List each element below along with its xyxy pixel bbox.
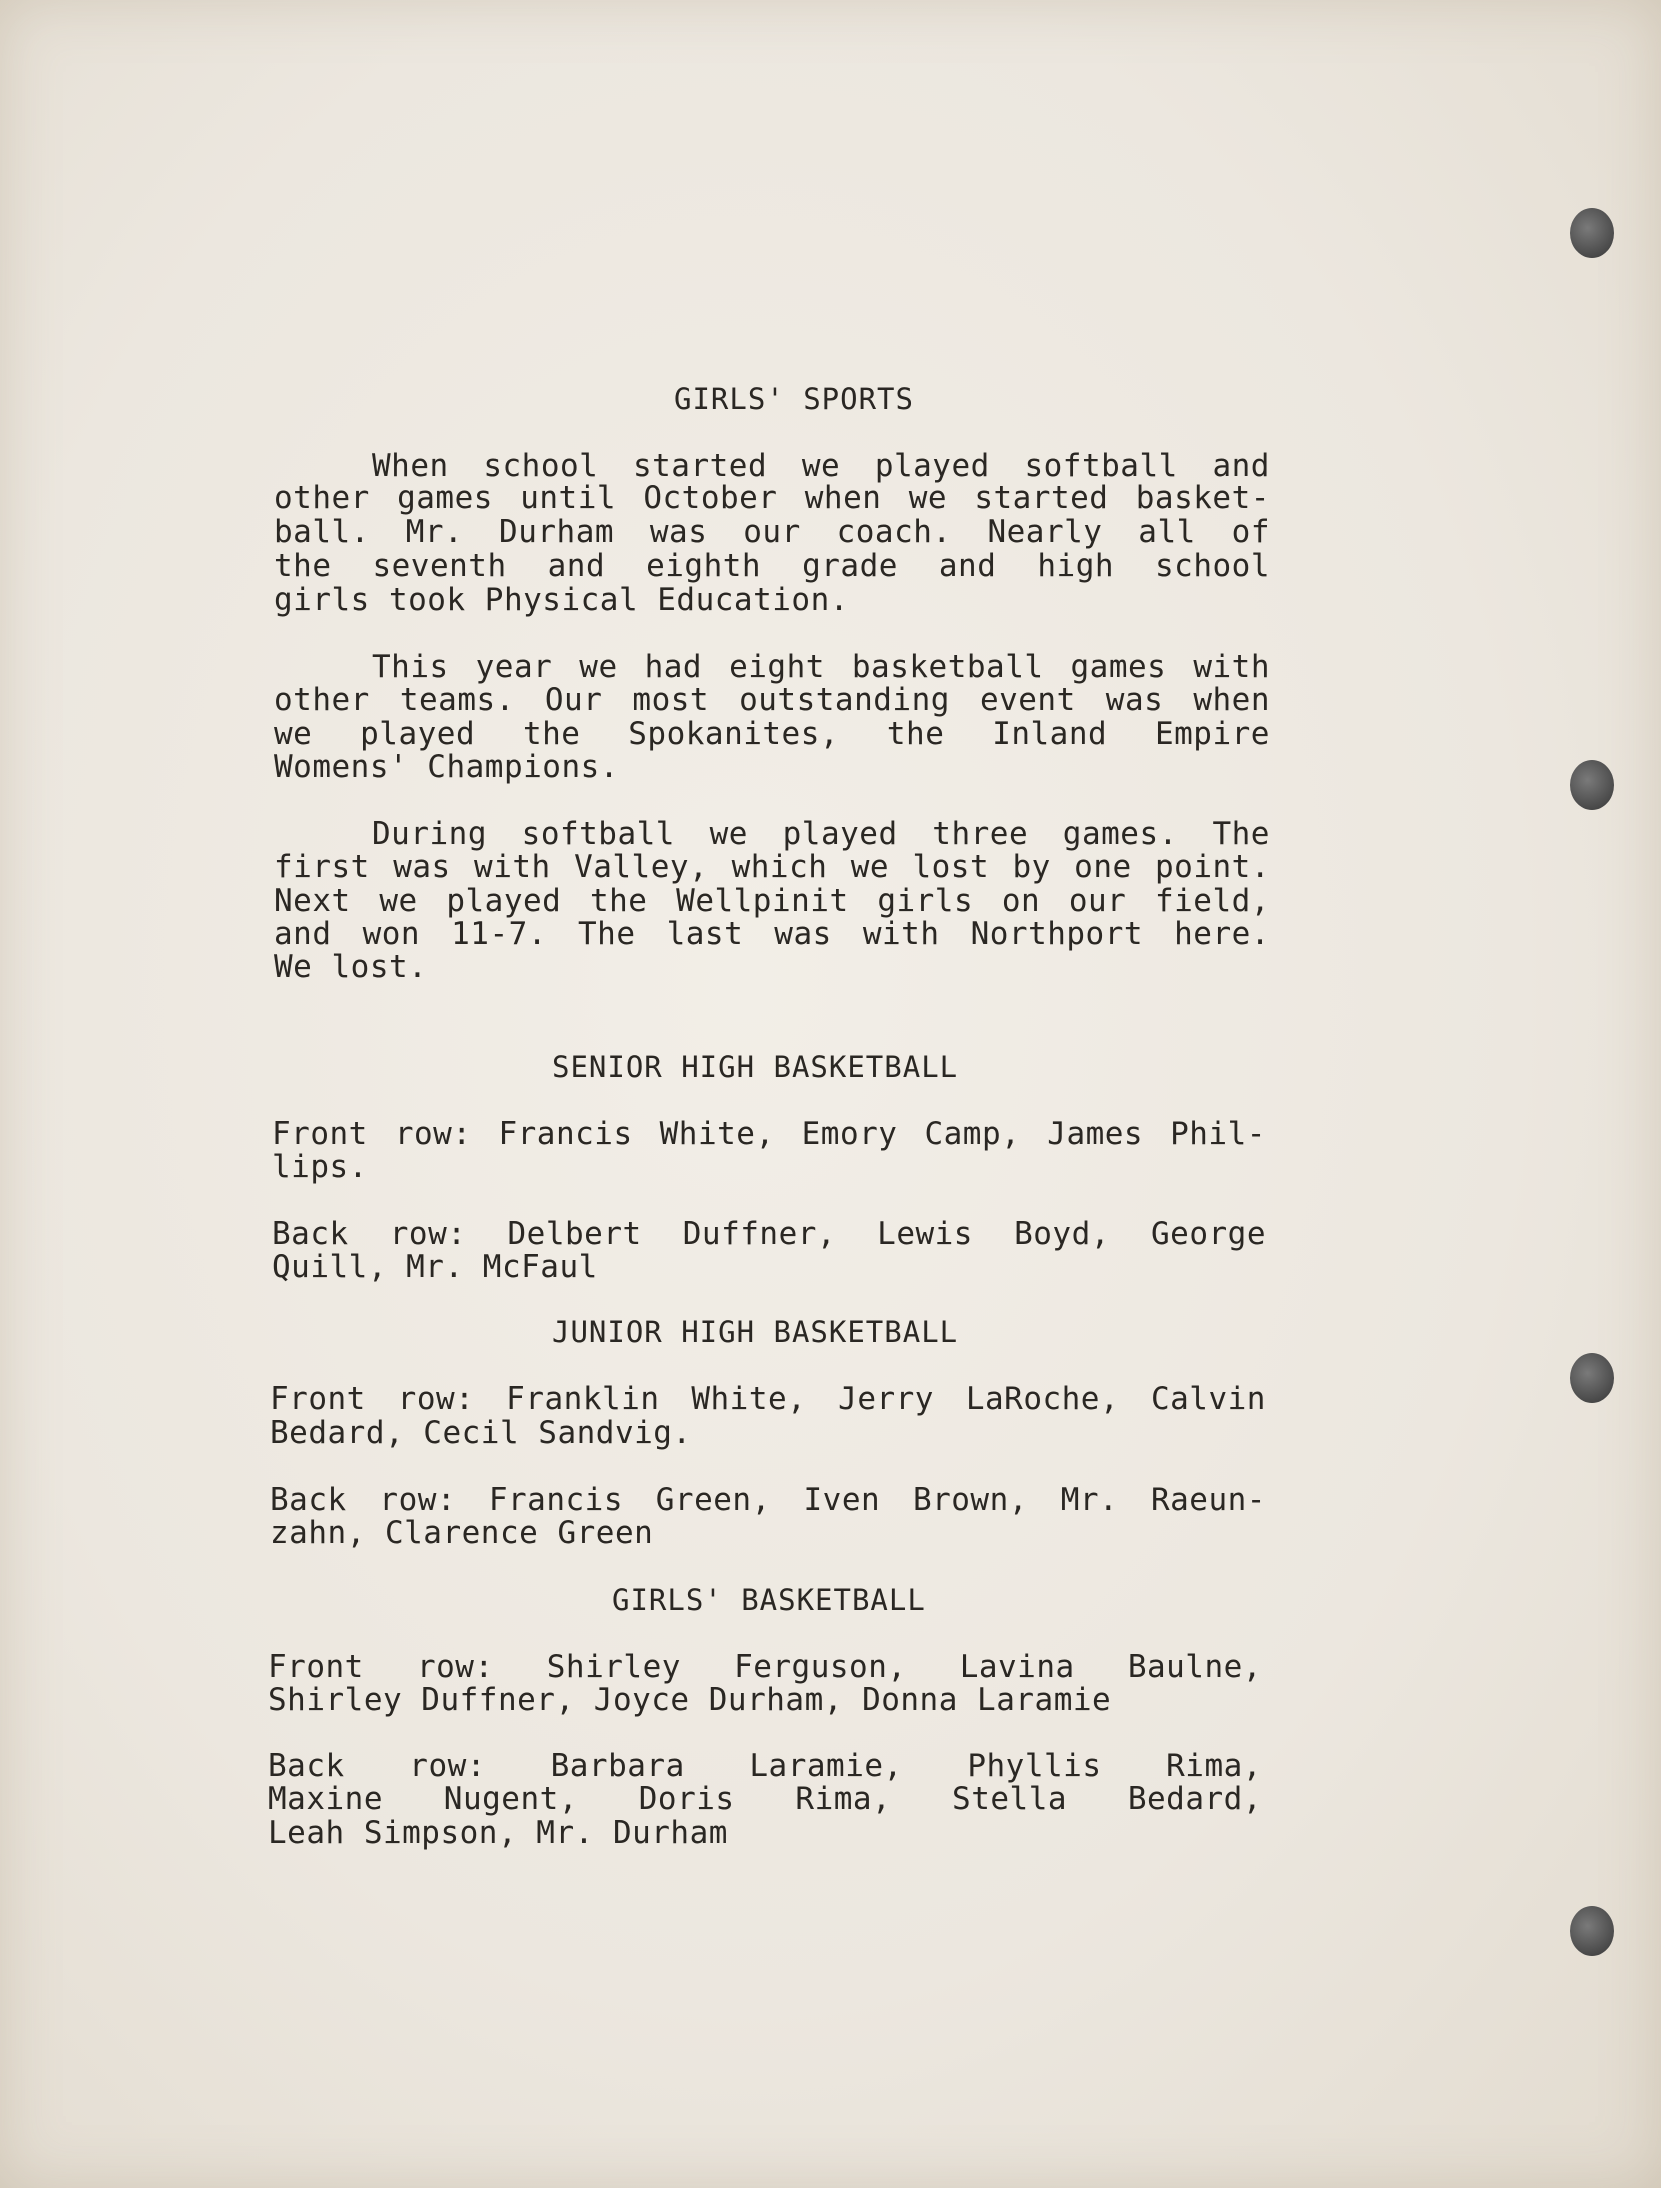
word: Rima, (1166, 1748, 1262, 1784)
word: row: (389, 1216, 467, 1252)
roster-line (268, 1783, 1262, 1816)
word: The (578, 916, 636, 952)
word: other (274, 480, 370, 516)
word: Mr. (1060, 1482, 1119, 1518)
word: school (483, 448, 599, 484)
word: field, (1154, 883, 1270, 919)
word: we (709, 816, 748, 852)
word: we (850, 849, 890, 885)
word: other (274, 682, 370, 718)
word: we (801, 448, 841, 484)
paragraph-line (274, 482, 1270, 515)
word: our (743, 514, 801, 550)
word: ball. (274, 514, 370, 550)
word: row: (397, 1381, 475, 1417)
word: played (874, 448, 990, 484)
paragraph-line (372, 651, 1270, 684)
word: When (372, 448, 449, 484)
section-heading: SENIOR HIGH BASKETBALL (552, 1050, 959, 1084)
word: teams. (399, 682, 515, 718)
word: Durham (499, 514, 615, 550)
word: on (1001, 883, 1041, 919)
word: Back (270, 1482, 347, 1518)
paragraph-line (274, 550, 1270, 583)
word: LaRoche, (965, 1381, 1120, 1417)
word: Back (268, 1748, 345, 1784)
word: seventh (372, 548, 507, 584)
word: our (1068, 883, 1127, 919)
word: Valley, (574, 849, 709, 885)
binder-hole (1570, 760, 1614, 810)
word: Maxine (268, 1781, 383, 1817)
roster-line (272, 1118, 1266, 1151)
word: eighth (646, 548, 762, 584)
word: Inland (992, 716, 1108, 752)
word: basketball (851, 649, 1044, 685)
word: Front (268, 1649, 364, 1685)
word: which (731, 849, 828, 885)
page-title: GIRLS' SPORTS (674, 382, 914, 416)
word: the (274, 548, 332, 584)
word: Doris (638, 1781, 735, 1817)
word: games. (1062, 816, 1178, 852)
roster-line: Bedard, Cecil Sandvig. (270, 1415, 692, 1451)
word: Nugent, (443, 1781, 578, 1817)
word: Lavina (959, 1649, 1075, 1685)
paragraph-line: We lost. (274, 949, 428, 985)
roster-line: Quill, Mr. McFaul (272, 1249, 598, 1285)
word: was (1105, 682, 1164, 718)
word: Lewis (877, 1216, 973, 1252)
word: when (804, 480, 882, 516)
paragraph-line: Womens' Champions. (274, 749, 619, 785)
roster-line (268, 1651, 1262, 1684)
word: played (446, 883, 562, 919)
word: played (782, 816, 898, 852)
paragraph-line: girls took Physical Education. (274, 582, 849, 618)
word: Rima, (795, 1781, 892, 1817)
word: Shirley (546, 1649, 681, 1685)
word: George (1151, 1216, 1266, 1252)
word: Empire (1154, 716, 1270, 752)
word: The (1212, 816, 1270, 852)
section-heading: JUNIOR HIGH BASKETBALL (552, 1315, 959, 1349)
word: first (274, 849, 370, 885)
word: row: (394, 1116, 472, 1152)
word: row: (409, 1748, 486, 1784)
word: 11-7. (451, 916, 547, 952)
roster-line (272, 1218, 1266, 1251)
word: Delbert (507, 1216, 642, 1252)
word: During (372, 816, 487, 852)
word: Barbara (550, 1748, 685, 1784)
word: Boyd, (1014, 1216, 1110, 1252)
word: Next (274, 883, 351, 919)
roster-line: Leah Simpson, Mr. Durham (268, 1815, 728, 1851)
word: with (1193, 649, 1270, 685)
binder-hole (1570, 1353, 1614, 1403)
word: won (362, 916, 421, 952)
word: event (979, 682, 1076, 718)
word: and (1212, 448, 1270, 484)
word: school (1155, 548, 1270, 584)
word: This (372, 649, 449, 685)
word: Raeun- (1150, 1482, 1266, 1518)
word: the (886, 716, 945, 752)
word: row: (416, 1649, 494, 1685)
word: October (643, 480, 778, 516)
word: Camp, (924, 1116, 1021, 1152)
word: played (360, 716, 476, 752)
word: until (520, 480, 617, 516)
word: Front (270, 1381, 366, 1417)
word: started (974, 480, 1109, 516)
word: and (547, 548, 606, 584)
word: Brown, (912, 1482, 1028, 1518)
word: most (632, 682, 710, 718)
word: Back (272, 1216, 349, 1252)
word: we (379, 883, 418, 919)
word: games (397, 480, 493, 516)
word: high (1037, 548, 1115, 584)
word: by (1012, 849, 1051, 885)
roster-line (268, 1750, 1262, 1783)
word: was (393, 849, 451, 885)
word: we (579, 649, 618, 685)
word: was (649, 514, 708, 550)
paragraph-line (274, 516, 1270, 549)
word: point. (1155, 849, 1270, 885)
word: the (522, 716, 581, 752)
word: was (774, 916, 832, 952)
word: softball (521, 816, 675, 852)
word: we (908, 480, 948, 516)
word: with (474, 849, 551, 885)
word: White, (659, 1116, 775, 1152)
word: last (666, 916, 744, 952)
word: games (1070, 649, 1167, 685)
word: when (1193, 682, 1270, 718)
word: Francis (498, 1116, 633, 1152)
word: Francis (488, 1482, 623, 1518)
word: outstanding (739, 682, 950, 718)
word: James (1047, 1116, 1144, 1152)
binder-hole (1570, 1906, 1614, 1956)
word: Nearly (987, 514, 1103, 550)
binder-hole (1570, 208, 1614, 258)
paragraph-line (274, 684, 1270, 717)
paragraph-line (372, 818, 1270, 851)
word: Baulne, (1127, 1649, 1262, 1685)
word: Calvin (1150, 1381, 1266, 1417)
word: basket- (1135, 480, 1270, 516)
section-heading: GIRLS' BASKETBALL (612, 1583, 926, 1617)
word: Mr. (405, 514, 464, 550)
word: Wellpinit (676, 883, 849, 919)
paragraph-line (274, 718, 1270, 751)
word: Phil- (1170, 1116, 1266, 1152)
word: and (274, 916, 332, 952)
word: Iven (803, 1482, 881, 1518)
word: here. (1174, 916, 1270, 952)
word: Franklin (506, 1381, 660, 1417)
roster-line: lips. (272, 1149, 368, 1185)
word: Spokanites, (628, 716, 840, 752)
word: year (475, 649, 553, 685)
paragraph-line (274, 918, 1270, 951)
word: one (1074, 849, 1132, 885)
word: all (1138, 514, 1196, 550)
roster-line: Shirley Duffner, Joyce Durham, Donna Laramie (268, 1682, 1112, 1718)
word: the (589, 883, 648, 919)
word: we (274, 716, 313, 752)
word: with (862, 916, 940, 952)
word: coach. (836, 514, 952, 550)
word: Green, (655, 1482, 771, 1518)
word: had (644, 649, 703, 685)
word: three (932, 816, 1029, 852)
word: Duffner, (682, 1216, 837, 1252)
word: Phyllis (967, 1748, 1102, 1784)
paragraph-line (274, 851, 1270, 884)
roster-line (270, 1484, 1266, 1517)
word: Laramie, (749, 1748, 903, 1784)
word: Our (544, 682, 603, 718)
word: Emory (801, 1116, 898, 1152)
word: Jerry (838, 1381, 934, 1417)
word: row: (379, 1482, 457, 1518)
word: and (938, 548, 997, 584)
word: grade (802, 548, 898, 584)
roster-line (270, 1383, 1266, 1416)
word: of (1231, 514, 1270, 550)
word: girls (877, 883, 974, 919)
word: White, (691, 1381, 807, 1417)
word: started (632, 448, 768, 484)
word: eight (729, 649, 825, 685)
word: lost (912, 849, 990, 885)
word: softball (1024, 448, 1178, 484)
word: Northport (970, 916, 1144, 952)
paragraph-line (372, 450, 1270, 483)
paragraph-line (274, 885, 1270, 918)
roster-line: zahn, Clarence Green (270, 1515, 654, 1551)
word: Stella (952, 1781, 1068, 1817)
word: Front (272, 1116, 368, 1152)
word: Bedard, (1127, 1781, 1262, 1817)
word: Ferguson, (734, 1649, 907, 1685)
